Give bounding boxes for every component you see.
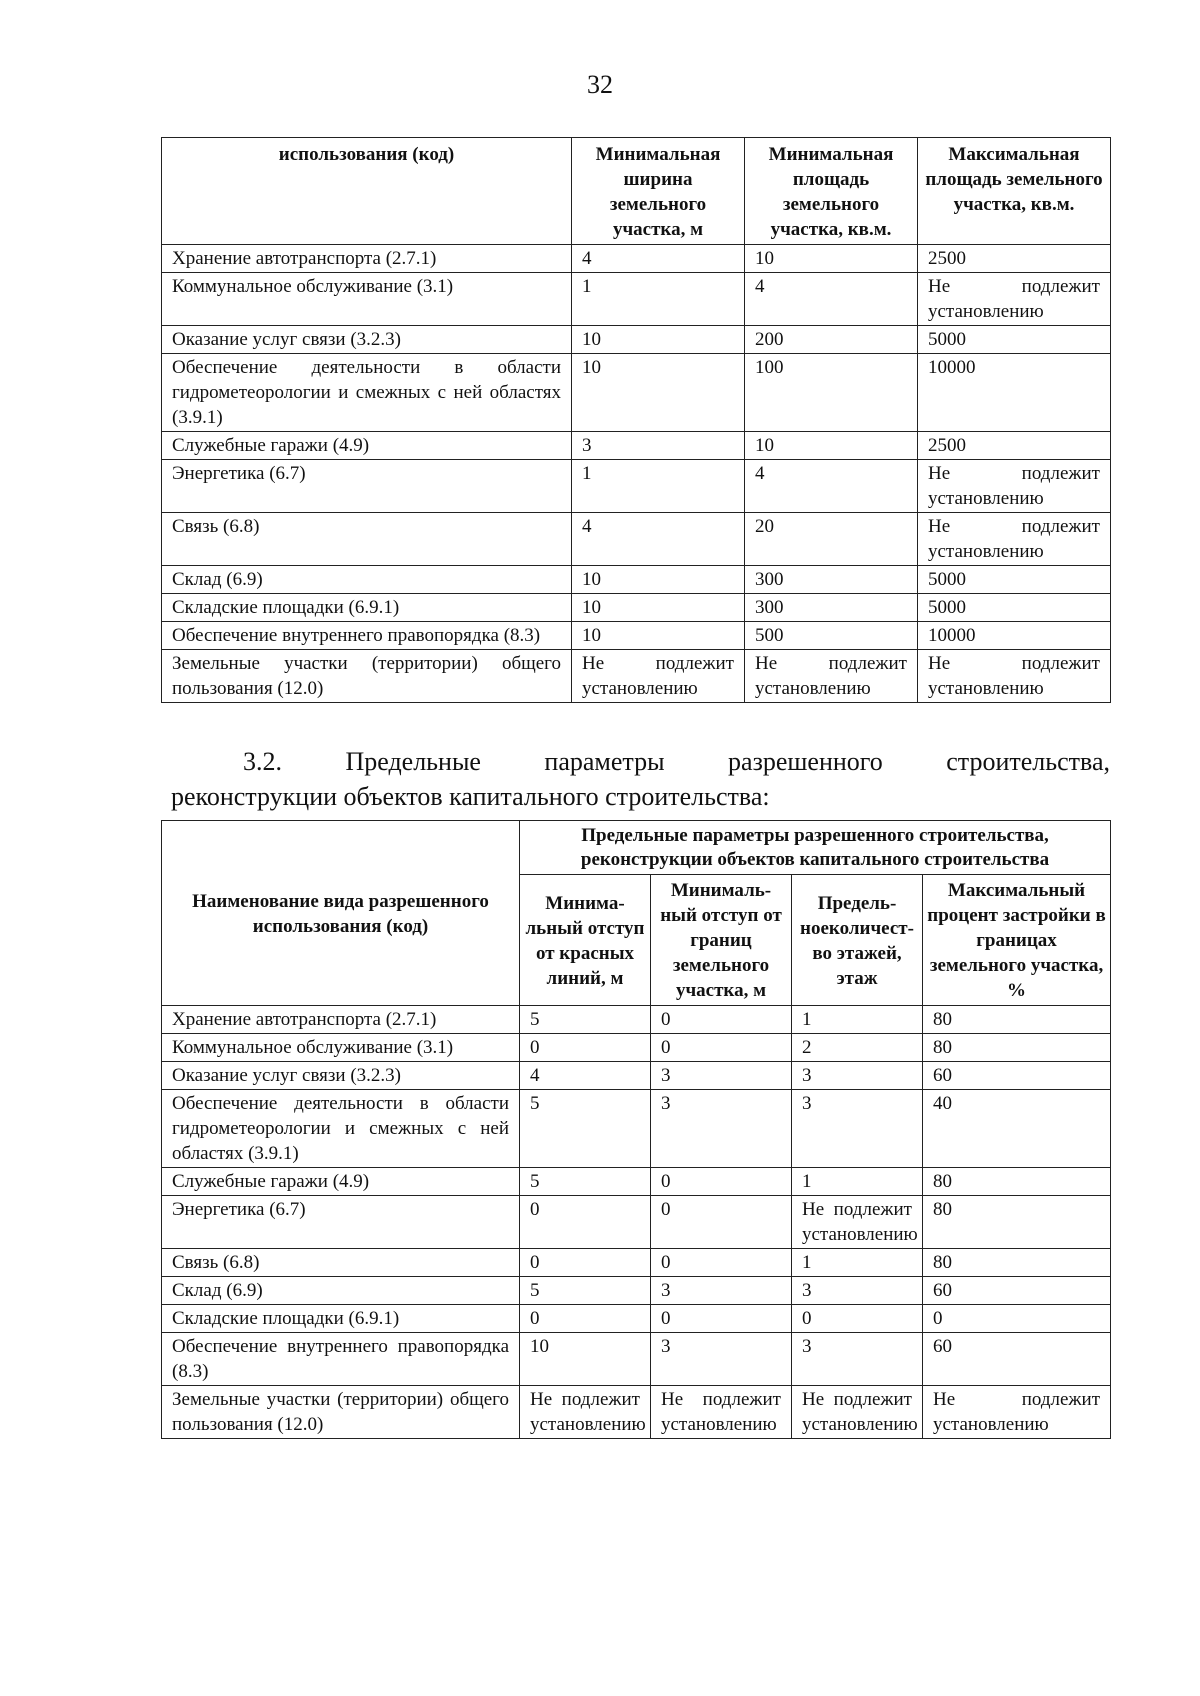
column-header-boundary-setback: Минималь-ный отступ от границ земельного участка, м <box>651 875 792 1006</box>
row-label-cell: Оказание услуг связи (3.2.3) <box>162 1062 520 1090</box>
row-label-cell: Коммунальное обслуживание (3.1) <box>162 273 572 326</box>
table-cell: 5000 <box>918 594 1111 622</box>
table-row <box>162 622 1111 650</box>
table-cell: 3 <box>792 1090 923 1168</box>
row-label-cell: Обеспечение деятельности в области гидрометеорологии и смежных с ней областях (3.9.1) <box>162 1090 520 1168</box>
table-cell: 0 <box>651 1034 792 1062</box>
land-plot-size-table-body <box>162 245 1111 703</box>
table-cell: 2500 <box>918 432 1111 460</box>
table-cell: 3 <box>651 1062 792 1090</box>
table-cell: 3 <box>792 1333 923 1386</box>
row-label-cell: Связь (6.8) <box>162 513 572 566</box>
table-cell: 200 <box>745 326 918 354</box>
table-cell: 80 <box>923 1168 1111 1196</box>
table-row <box>162 650 1111 703</box>
table-cell: 60 <box>923 1062 1111 1090</box>
table-cell: 10 <box>745 245 918 273</box>
table-cell: 5 <box>520 1006 651 1034</box>
table-cell: 1 <box>572 273 745 326</box>
table-cell: 1 <box>572 460 745 513</box>
table-cell: 3 <box>651 1333 792 1386</box>
table-row <box>162 1006 1111 1034</box>
table-cell: 3 <box>651 1277 792 1305</box>
table-cell: 4 <box>745 460 918 513</box>
table-cell: Не подлежит установлению <box>923 1386 1111 1439</box>
row-label-cell: Энергетика (6.7) <box>162 460 572 513</box>
table-cell: 5 <box>520 1090 651 1168</box>
table-header-row <box>162 821 1111 875</box>
table-cell: Не подлежит установлению <box>520 1386 651 1439</box>
table-cell: 1 <box>792 1168 923 1196</box>
table-cell: 0 <box>792 1305 923 1333</box>
table-cell: 5 <box>520 1277 651 1305</box>
table-row <box>162 354 1111 432</box>
table-cell: 10 <box>572 594 745 622</box>
row-label-cell: Обеспечение деятельности в области гидрометеорологии и смежных с ней областях (3.9.1) <box>162 354 572 432</box>
table-row <box>162 1277 1111 1305</box>
row-label-cell: Земельные участки (территории) общего пользования (12.0) <box>162 1386 520 1439</box>
row-label-cell: Складские площадки (6.9.1) <box>162 1305 520 1333</box>
land-plot-size-table <box>161 137 1111 703</box>
table-cell: 5 <box>520 1168 651 1196</box>
table-cell: 0 <box>651 1168 792 1196</box>
row-label-cell: Служебные гаражи (4.9) <box>162 432 572 460</box>
table-row <box>162 1168 1111 1196</box>
row-label-cell: Обеспечение внутреннего правопорядка (8.3) <box>162 622 572 650</box>
column-header-max-coverage: Максимальный процент застройки в границах земельного участка, % <box>923 875 1111 1006</box>
table-cell: 1 <box>792 1249 923 1277</box>
table-cell: 10000 <box>918 354 1111 432</box>
table-row <box>162 460 1111 513</box>
table-cell: 2 <box>792 1034 923 1062</box>
table-row <box>162 1034 1111 1062</box>
table-cell: 0 <box>520 1249 651 1277</box>
table-cell: 0 <box>651 1249 792 1277</box>
column-header-use-name: Наименование вида разрешенного использования (код) <box>162 821 520 1006</box>
table-cell: 80 <box>923 1196 1111 1249</box>
table-cell: Не подлежит установлению <box>918 513 1111 566</box>
table-cell: 0 <box>651 1006 792 1034</box>
table-cell: 10 <box>520 1333 651 1386</box>
column-header-red-line-setback: Минима-льный отступ от красных линий, м <box>520 875 651 1006</box>
row-label-cell: Хранение автотранспорта (2.7.1) <box>162 1006 520 1034</box>
table-cell: Не подлежит установлению <box>572 650 745 703</box>
page-number: 32 <box>587 70 613 99</box>
table-row <box>162 1062 1111 1090</box>
table-cell: 3 <box>572 432 745 460</box>
table-row <box>162 513 1111 566</box>
table-row <box>162 245 1111 273</box>
table-cell: 10 <box>745 432 918 460</box>
table-row <box>162 1386 1111 1439</box>
table-cell: 300 <box>745 566 918 594</box>
table-row <box>162 273 1111 326</box>
table-row <box>162 1196 1111 1249</box>
row-label-cell: Коммунальное обслуживание (3.1) <box>162 1034 520 1062</box>
table-cell: Не подлежит установлению <box>651 1386 792 1439</box>
column-header-min-area: Минимальная площадь земельного участка, кв.м. <box>745 138 918 245</box>
table-cell: 0 <box>520 1305 651 1333</box>
table-cell: Не подлежит установлению <box>745 650 918 703</box>
table-row <box>162 1090 1111 1168</box>
section-heading <box>171 744 1110 814</box>
table-cell: 3 <box>792 1277 923 1305</box>
column-group-header-parameters: Предельные параметры разрешенного строительства, реконструкции объектов капитального строительства <box>520 821 1111 875</box>
column-header-use-code: использования (код) <box>162 138 572 245</box>
table-cell: 4 <box>572 513 745 566</box>
table-cell: 3 <box>651 1090 792 1168</box>
table-cell: 80 <box>923 1006 1111 1034</box>
table-cell: 60 <box>923 1333 1111 1386</box>
table-cell: 10 <box>572 354 745 432</box>
table-row <box>162 594 1111 622</box>
table-row <box>162 1305 1111 1333</box>
table-cell: 0 <box>923 1305 1111 1333</box>
table-row <box>162 566 1111 594</box>
row-label-cell: Обеспечение внутреннего правопорядка (8.3) <box>162 1333 520 1386</box>
table-cell: 10 <box>572 326 745 354</box>
table-cell: 60 <box>923 1277 1111 1305</box>
row-label-cell: Земельные участки (территории) общего пользования (12.0) <box>162 650 572 703</box>
table-cell: 10 <box>572 622 745 650</box>
table-cell: 80 <box>923 1249 1111 1277</box>
table-cell: 0 <box>520 1196 651 1249</box>
construction-parameters-table <box>161 820 1111 1439</box>
table-cell: 20 <box>745 513 918 566</box>
table-cell: Не подлежит установлению <box>918 650 1111 703</box>
table-cell: 4 <box>520 1062 651 1090</box>
table-cell: 500 <box>745 622 918 650</box>
table-cell: 40 <box>923 1090 1111 1168</box>
table-cell: 80 <box>923 1034 1111 1062</box>
row-label-cell: Оказание услуг связи (3.2.3) <box>162 326 572 354</box>
table-cell: 300 <box>745 594 918 622</box>
table-cell: 2500 <box>918 245 1111 273</box>
row-label-cell: Склад (6.9) <box>162 1277 520 1305</box>
row-label-cell: Склад (6.9) <box>162 566 572 594</box>
table-cell: 10 <box>572 566 745 594</box>
column-header-max-area: Максимальная площадь земельного участка, кв.м. <box>918 138 1111 245</box>
row-label-cell: Складские площадки (6.9.1) <box>162 594 572 622</box>
table-cell: 1 <box>792 1006 923 1034</box>
table-row <box>162 1333 1111 1386</box>
section-heading-line-2: реконструкции объектов капитального строительства: <box>171 782 770 811</box>
table-cell: Не подлежит установлению <box>792 1196 923 1249</box>
table-cell: Не подлежит установлению <box>918 460 1111 513</box>
table-cell: 4 <box>745 273 918 326</box>
table-row <box>162 432 1111 460</box>
construction-parameters-table-body <box>162 1006 1111 1439</box>
column-header-min-width: Минимальная ширина земельного участка, м <box>572 138 745 245</box>
row-label-cell: Связь (6.8) <box>162 1249 520 1277</box>
table-cell: 5000 <box>918 566 1111 594</box>
table-row <box>162 326 1111 354</box>
table-cell: 0 <box>651 1305 792 1333</box>
column-header-floor-count: Предель-ноеколичест-во этажей, этаж <box>792 875 923 1006</box>
table-cell: Не подлежит установлению <box>792 1386 923 1439</box>
row-label-cell: Энергетика (6.7) <box>162 1196 520 1249</box>
section-heading-line-1: 3.2. Предельные параметры разрешенного строительства, <box>243 747 1110 776</box>
table-cell: 5000 <box>918 326 1111 354</box>
table-cell: 4 <box>572 245 745 273</box>
table-cell: 10000 <box>918 622 1111 650</box>
row-label-cell: Хранение автотранспорта (2.7.1) <box>162 245 572 273</box>
table-cell: 0 <box>651 1196 792 1249</box>
table-row <box>162 1249 1111 1277</box>
table-cell: Не подлежит установлению <box>918 273 1111 326</box>
table-header-row <box>162 138 1111 245</box>
table-cell: 100 <box>745 354 918 432</box>
table-cell: 3 <box>792 1062 923 1090</box>
row-label-cell: Служебные гаражи (4.9) <box>162 1168 520 1196</box>
table-cell: 0 <box>520 1034 651 1062</box>
